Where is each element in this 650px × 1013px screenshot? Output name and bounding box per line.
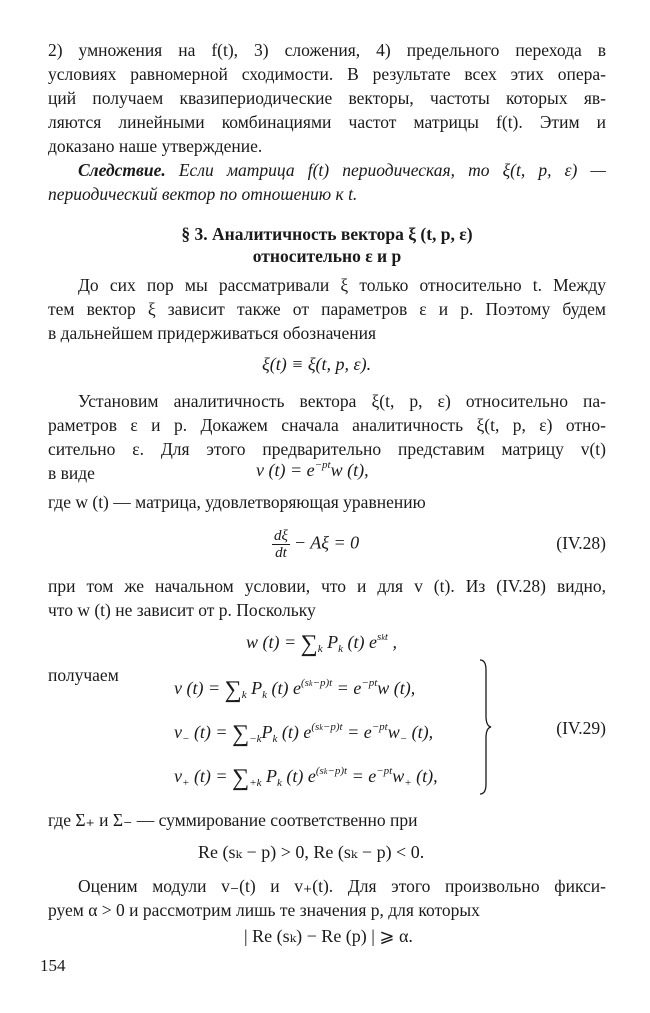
section-title: § 3. Аналитичность вектора ξ (t, p, ε) xyxy=(181,224,473,244)
text-line: в виде xyxy=(48,463,95,483)
corollary-text: Если матрица f(t) периодическая, то ξ(t, p, ε) — xyxy=(165,160,606,180)
text-line: раметров ε и p. Докажем сначала аналитичность ξ(t, p, ε) отно- xyxy=(48,415,606,435)
text-line: Оценим модули v₋(t) и v₊(t). Для этого произвольно фикси- xyxy=(78,876,606,896)
equation-label-iv29: (IV.29) xyxy=(556,718,606,738)
text-line: в дальнейшем придерживаться обозначения xyxy=(48,323,376,343)
equation-iv29-line3: $v_+$ $(t) = \sum_{+k}$ $P_k$ (t) $e^{(sk-p)t} = e^{-pt}w_+$ (t), xyxy=(174,765,438,791)
text-line: руем α > 0 и рассмотрим лишь те значения p, для которых xyxy=(48,900,480,920)
right-brace xyxy=(478,658,492,796)
text-line: при том же начальном условии, что и для v (t). Из (IV.28) видно, xyxy=(48,576,606,596)
text-line: доказано наше утверждение. xyxy=(48,136,263,156)
text-line: сительно ε. Для этого предварительно представим матрицу v(t) xyxy=(48,439,606,459)
equation-v: v $(t) = e^{-pt}w$ (t), xyxy=(256,459,369,480)
equation-iv29-line1: v $(t) = \sum_k$ $P_k$ (t) $e^{(sk-p)t} = e^{-pt}w$ (t), xyxy=(174,677,416,703)
equation-iv29-line2: $v_-$ $(t) = \sum_{-k}P_k$ (t) $e^{(sk-p)t} = e^{-pt}w_-$ (t), xyxy=(174,721,434,747)
equation-label-iv28: (IV.28) xyxy=(556,533,606,553)
text-line: что w (t) не зависит от p. Поскольку xyxy=(48,600,316,620)
corollary-line xyxy=(78,158,606,182)
text-line: ляются линейными комбинациями частот матрицы f(t). Этим и xyxy=(48,112,606,132)
section-subtitle: относительно ε и p xyxy=(252,246,402,266)
equation-w: w $(t) = \sum_k$ $P_k$ (t) $e^{skt}$ , xyxy=(246,631,397,657)
text-line: ций получаем квазипериодические векторы, частоты которых яв- xyxy=(48,88,606,108)
text-line: где w (t) — матрица, удовлетворяющая уравнению xyxy=(48,492,426,512)
equation-abs: | Re (sₖ) − Re (p) | ⩾ α. xyxy=(244,926,413,946)
equation-iv28: $\frac{d\xi}{dt}$ − Aξ = 0 xyxy=(274,528,360,561)
text-line: 2) умножения на f(t), 3) сложения, 4) предельного перехода в xyxy=(48,40,606,60)
text-line: условиях равномерной сходимости. В результате всех этих опера- xyxy=(48,64,606,84)
text-line: тем вектор ξ зависит также от параметров ε и p. Поэтому будем xyxy=(48,299,606,319)
corollary-line-2: периодический вектор по отношению к t. xyxy=(48,184,358,204)
equation-xi: ξ(t) ≡ ξ(t, p, ε). xyxy=(262,354,372,374)
equation-re: Re (sₖ − p) > 0, Re (sₖ − p) < 0. xyxy=(198,842,425,862)
text-line: До сих пор мы рассматривали ξ только относительно t. Между xyxy=(78,275,606,295)
text-line: Установим аналитичность вектора ξ(t, p, ε) относительно па- xyxy=(78,391,606,411)
page-number: 154 xyxy=(40,956,66,975)
text-line: получаем xyxy=(48,665,119,685)
text-line: где Σ₊ и Σ₋ — суммирование соответственно при xyxy=(48,810,418,830)
corollary-label: Следствие. xyxy=(78,160,166,180)
